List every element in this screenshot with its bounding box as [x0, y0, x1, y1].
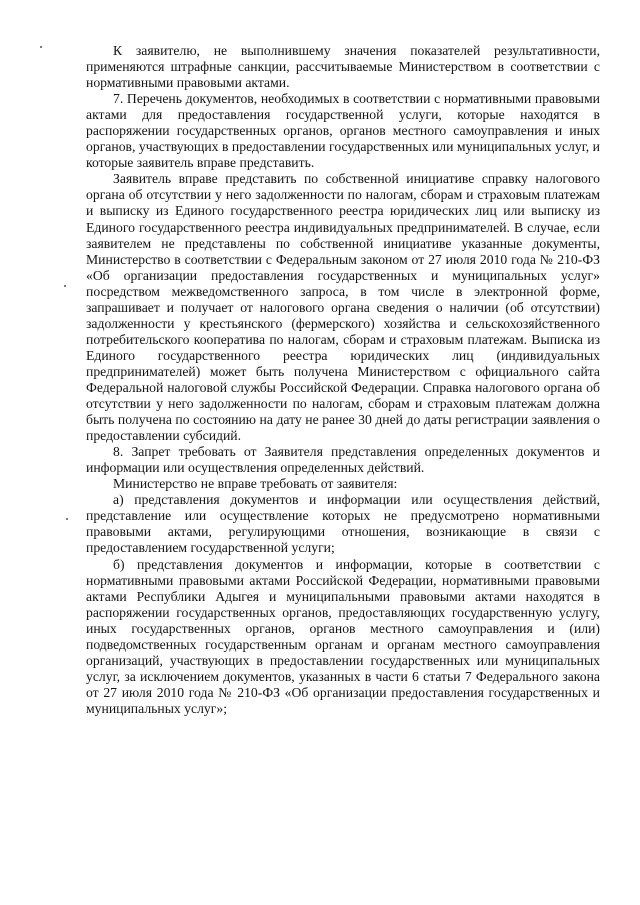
paragraph-applicant-documents: Заявитель вправе представить по собственной инициативе справку налогового органа об отсутствии у него задолженности по налогам, сборам и страховым платежам и выписку из Единого государственного реестра юридических лиц или выписку из Единого государственного реестра индивидуальных предпринимателей. В случае, если заявителем не представлены по собственной инициативе указанные документы, Министерство в соответствии с Федеральным законом от 27 июля 2010 года № 210-ФЗ «Об организации предоставления государственных и муниципальных услуг» посредством межведомственного запроса, в том числе в электронной форме, запрашивает и получает от налогового органа сведения о наличии (об отсутствии) задолженности у крестьянского (фермерского) хозяйства и сельскохозяйственного потребительского кооператива по налогам, сборам и страховым платежам. Выписка из Единого государственного реестра юридических лиц (индивидуальных предпринимателей) может быть получена Министерством с официального сайта Федеральной налоговой службы Российской Федерации. Справка налогового органа об отсутствии у него задолженности по налогам, сборам и страховым платежам должна быть получена по состоянию на дату не ранее 30 дней до даты регистрации заявления о предоставлении субсидий. [86, 171, 600, 444]
paragraph-ministry-prohibitions: Министерство не вправе требовать от заявителя: [113, 476, 398, 492]
paragraph-section-7-heading: 7. Перечень документов, необходимых в соответствии с нормативными правовыми актами для предоставления государственной услуги, которые находятся в распоряжении государственных органов, органов местного самоуправления и иных органов, участвующих в предоставлении государственных или муниципальных услуг, и которые заявитель вправе представить. [86, 91, 600, 171]
scan-speck [40, 46, 42, 48]
scan-speck [66, 518, 68, 520]
paragraph-section-8-heading: 8. Запрет требовать от Заявителя представления определенных документов и информации или осуществления определенных действий. [86, 444, 600, 476]
scan-speck [64, 285, 66, 287]
paragraph-item-b: б) представления документов и информации, которые в соответствии с нормативными правовыми актами Российской Федерации, нормативными правовыми актами Республики Адыгея и муниципальными правовыми актами находятся в распоряжении государственных органов, предоставляющих государственную услугу, иных государственных органов, органов местного самоуправления и (или) подведомственных государственным органам и органам местного самоуправления организаций, участвующих в предоставлении государственных или муниципальных услуг, за исключением документов, указанных в части 6 статьи 7 Федерального закона от 27 июля 2010 года № 210-ФЗ «Об организации предоставления государственных и муниципальных услуг»; [86, 556, 600, 716]
paragraph-penalties: К заявителю, не выполнившему значения показателей результативности, применяются штрафные санкции, рассчитываемые Министерством в соответствии с нормативными правовыми актами. [86, 43, 600, 91]
paragraph-item-a: а) представления документов и информации или осуществления действий, представление или осуществление которых не предусмотрено нормативными правовыми актами, регулирующими отношения, возникающие в связи с предоставлением государственной услуги; [86, 492, 600, 556]
